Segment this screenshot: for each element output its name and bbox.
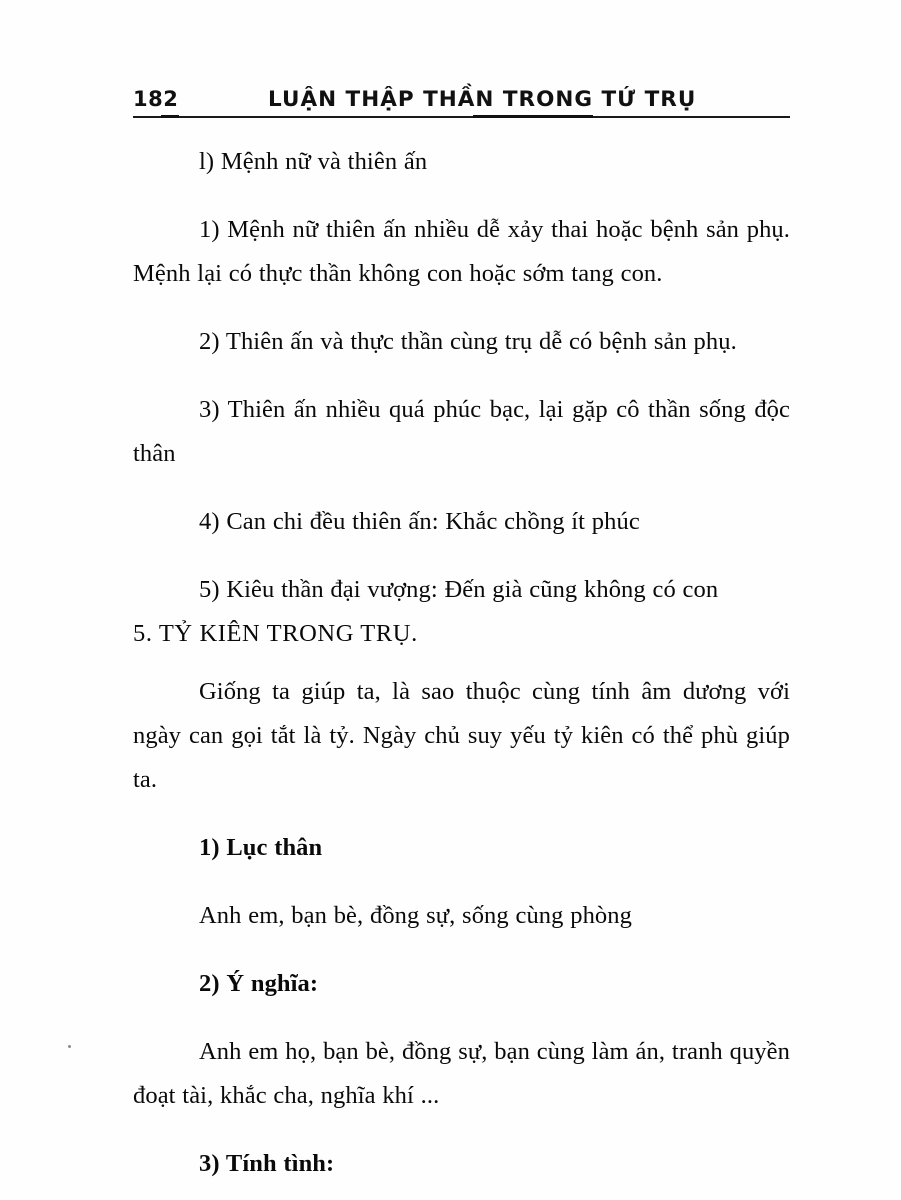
scan-artifact-speck [68, 1045, 71, 1048]
section-heading-ty-kien-trong-tru: 5. TỶ KIÊN TRONG TRỤ. [133, 620, 418, 647]
page-number: 182 [133, 87, 179, 111]
subheading-tinh-tinh: 3) Tính tình: [199, 1150, 335, 1177]
list-item-3: 3) Thiên ấn nhiều quá phúc bạc, lại gặp cô thần sống độc thân [133, 396, 790, 467]
section-intro-paragraph: Giống ta giúp ta, là sao thuộc cùng tính âm dương với ngày can gọi tắt là tỷ. Ngày chủ suy yếu tỷ kiên có thể phù giúp ta. [133, 678, 790, 793]
running-head [133, 76, 790, 110]
subheading-y-nghia: 2) Ý nghĩa: [199, 970, 319, 997]
paragraph-y-nghia-body: Anh em họ, bạn bè, đồng sự, bạn cùng làm án, tranh quyền đoạt tài, khắc cha, nghĩa khí ... [133, 1038, 790, 1109]
heading-menh-nu-thien-an: l) Mệnh nữ và thiên ấn [199, 148, 428, 175]
list-item-2: 2) Thiên ấn và thực thần cùng trụ dễ có bệnh sản phụ. [199, 328, 737, 355]
header-divider-rule [133, 116, 790, 118]
list-item-4: 4) Can chi đều thiên ấn: Khắc chồng ít phúc [199, 508, 640, 535]
paragraph-luc-than-body: Anh em, bạn bè, đồng sự, sống cùng phòng [199, 902, 632, 929]
list-item-5: 5) Kiêu thần đại vượng: Đến già cũng không có con [199, 576, 719, 603]
subheading-luc-than: 1) Lục thân [199, 834, 323, 861]
running-title: LUẬN THẬP THẦN TRONG TỨ TRỤ [268, 86, 697, 112]
text-column [133, 140, 790, 1186]
list-item-1: 1) Mệnh nữ thiên ấn nhiều dễ xảy thai hoặc bệnh sản phụ. Mệnh lại có thực thần không con hoặc sớm tang con. [133, 216, 790, 287]
